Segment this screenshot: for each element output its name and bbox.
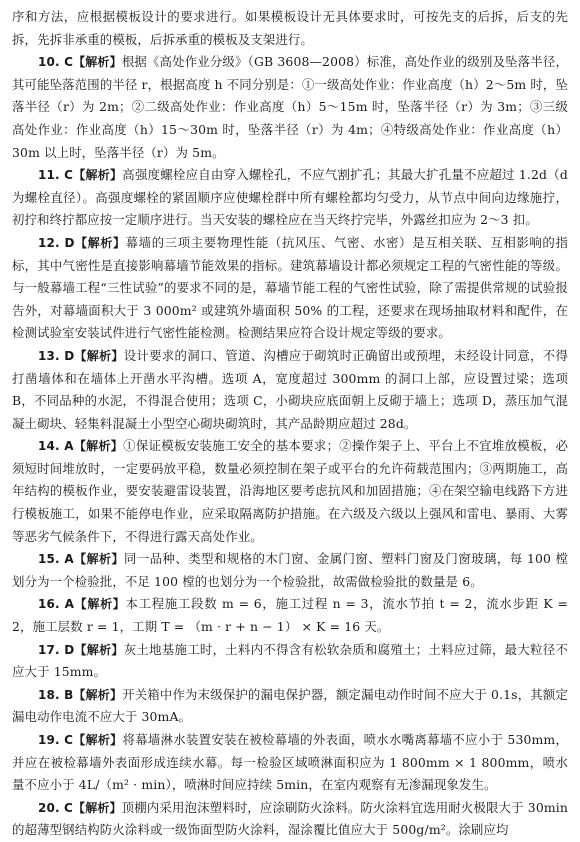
answer-body: 高强度螺栓应自由穿入螺栓孔，不应气割扩孔；其最大扩孔量不应超过 1.2d（d 为螺栓直径）。高强度螺栓的紧固顺序应使螺栓群中所有螺栓都均匀受力，从节点中间向边缘施拧，初拧和终拧都应按一定顺序进行。当天安装的螺栓应在当天终拧完毕，外露丝扣应为 2～3 扣。 xyxy=(12,167,568,228)
answer-12 xyxy=(12,232,568,345)
answer-head: 11. C【解析】 xyxy=(38,168,123,183)
answer-19 xyxy=(12,729,568,797)
answer-body: ①保证模板安装施工安全的基本要求；②操作架子上、平台上不宜堆放模板，必须短时间堆放时，一定要码放平稳，数量必须控制在架子或平台的允许荷载范围内；③两期施工，高年结构的模板作业，要安装避雷设装置，沿海地区要考虑抗风和加固措施；④在架空输电线路下方进行模板施工，如果不能停电作业，应采取隔离防护措施。在六级及六级以上强风和雷电、暴雨、大雾等恶劣气候条件下，不得进行露天高处作业。 xyxy=(12,438,568,544)
answer-body: 开关箱中作为末级保护的漏电保护器，额定漏电动作时间不应大于 0.1s，其额定漏电动作电流不应大于 30mA。 xyxy=(12,686,568,725)
answer-head: 13. D【解析】 xyxy=(38,348,124,363)
answer-body: 顶棚内采用泡沫塑料时，应涂刷防火涂料。防火涂料宜选用耐火极限大于 30min 的超薄型钢结构防火涂料或一级饰面型防火涂料，湿涂覆比值应大于 500g/m²。涂刷应均 xyxy=(12,799,568,838)
answer-head: 15. A【解析】 xyxy=(38,552,124,567)
answer-body: 幕墙的三项主要物理性能（抗风压、气密、水密）是互相关联、互相影响的指标，其中气密性是直接影响幕墙节能效果的指标。建筑幕墙设计都必须规定工程的气密性能的等级。与一般幕墙工程“三性试验”的要求不同的是，幕墙节能工程的气密性试验，除了需提供常规的试验报告外，对幕墙面积大于 3 000m² 或建筑外墙面积 50% 的工程，还要求在现场抽取材料和配件，在检测试验室安装试件进行气密性能检测。检测结果应符合设计规定等级的要求。 xyxy=(12,234,568,341)
answer-14 xyxy=(12,435,568,548)
answer-10 xyxy=(12,51,568,164)
answer-head: 19. C【解析】 xyxy=(38,733,123,747)
answer-head: 14. A【解析】 xyxy=(38,439,124,454)
answer-head: 17. D【解析】 xyxy=(38,642,124,657)
answer-body: 根据《高处作业分级》（GB 3608—2008）标准，高处作业的级别及坠落半径，其可能坠落范围的半径 r，根据高度 h 不同分别是：①一级高处作业：作业高度（h）2～5m 时，坠落半径（r）为 2m；②二级高处作业：作业高度（h）5～15m 时，坠落半径（r）为 3m；③三级高处作业：作业高度（h）15～30m 时，坠落半径（r）为 4m；④特级高处作业：作业高度（h）30m 以上时，坠落半径（r）为 5m。 xyxy=(12,54,568,160)
answer-body: 将幕墙淋水装置安装在被检幕墙的外表面，喷水水嘴离幕墙不应小于 530mm，并应在被检幕墙外表面形成连续水幕。每一检验区域喷淋面积应为 1 800mm × 1 800mm，喷水量不应小于 4L/（m² · min），喷淋时间应持续 5min，在室内观察有无渗漏现象发生。 xyxy=(12,732,569,793)
answer-head: 18. B【解析】 xyxy=(38,687,123,702)
answer-head: 10. C【解析】 xyxy=(38,55,122,70)
answer-head: 20. C【解析】 xyxy=(38,800,122,815)
answer-13 xyxy=(12,345,568,435)
answer-15 xyxy=(12,548,568,593)
answer-16 xyxy=(12,593,568,638)
answer-17 xyxy=(12,639,568,684)
answer-body: 本工程施工段数 m = 6，施工过程 n = 3，流水节拍 t = 2，流水步距 K = 2，施工层数 r = 1，工期 T = （m · r + n − 1） × K = 16 天。 xyxy=(12,596,568,635)
answer-18 xyxy=(12,684,568,729)
answer-body: 设计要求的洞口、管道、沟槽应于砌筑时正确留出或预埋，未经设计同意，不得打凿墙体和在墙体上开凿水平沟槽。选项 A，宽度超过 300mm 的洞口上部，应设置过梁；选项 B，不同品种的水泥，不得混合使用；选项 C，小砌块应底面朝上反砌于墙上；选项 D，蒸压加气混凝土砌块、轻集料混凝土小型空心砌块砌筑时，其产品龄期应超过 28d。 xyxy=(12,347,569,431)
answer-head: 16. A【解析】 xyxy=(38,597,126,612)
answer-11 xyxy=(12,164,568,232)
answer-head: 12. D【解析】 xyxy=(38,235,126,250)
intro-paragraph: 序和方法，应根据模板设计的要求进行。如果模板设计无具体要求时，可按先支的后拆，后支的先拆，先拆非承重的模板，后拆承重的模板及支架进行。 xyxy=(12,9,568,47)
answer-body: 灰土地基施工时，土料内不得含有松软杂质和腐殖土；土料应过筛，最大粒径不应大于 15mm。 xyxy=(12,641,569,680)
answer-body: 同一品种、类型和规格的木门窗、金属门窗、塑料门窗及门窗玻璃，每 100 樘划分为一个检验批，不足 100 樘的也划分为一个检验批，故需做检验批的数量是 6。 xyxy=(12,551,569,589)
answer-20 xyxy=(12,797,568,842)
